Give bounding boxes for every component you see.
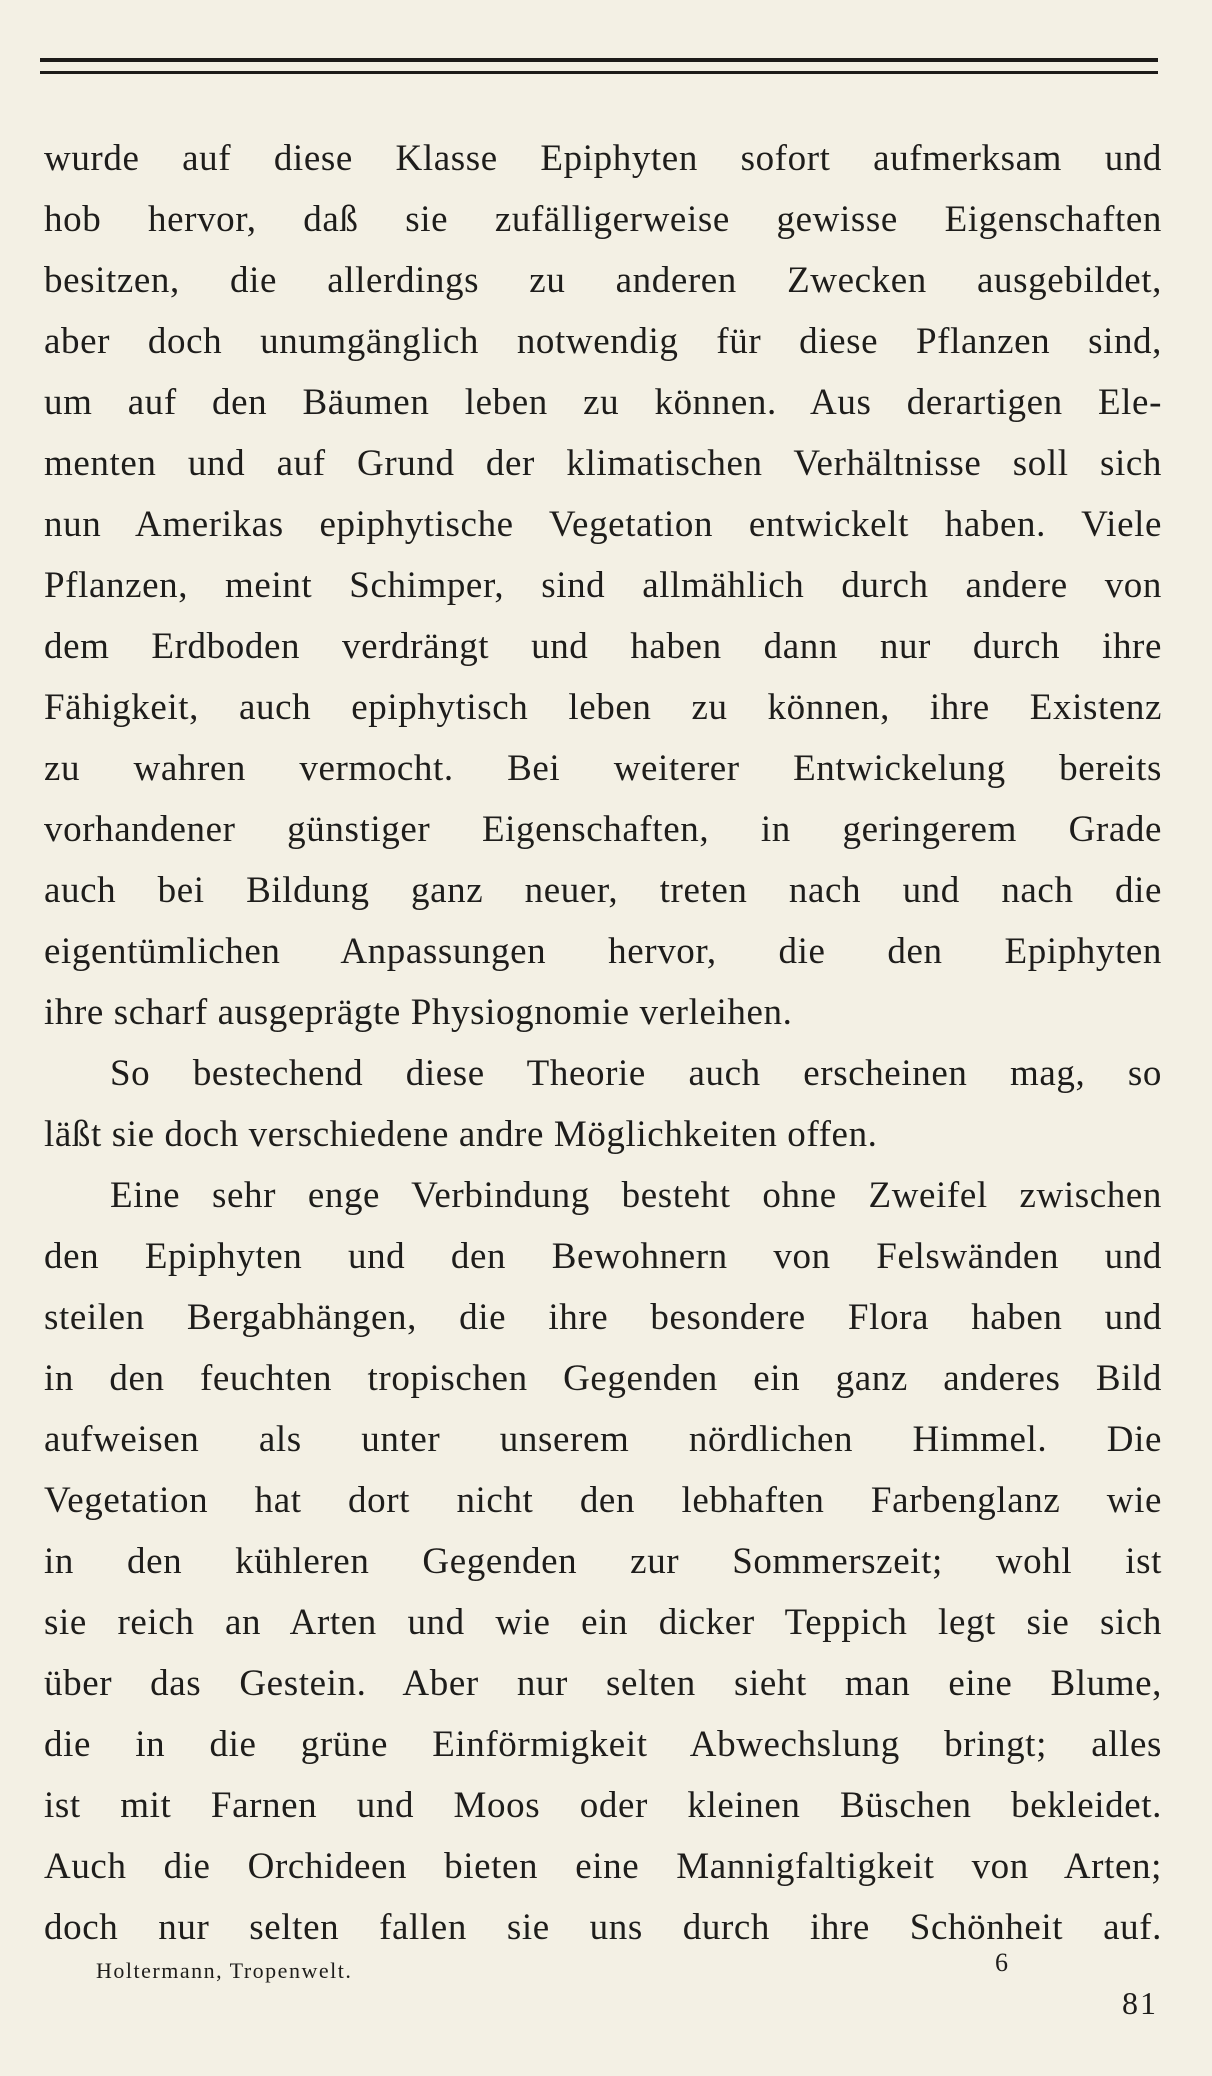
text-line-paragraph-end: läßt sie doch verschiedene andre Möglichkeiten offen.: [44, 1114, 878, 1155]
header-rule-thin: [40, 71, 1158, 74]
signature-mark: 6: [995, 1948, 1008, 1977]
text-line-paragraph-end: ihre scharf ausgeprägte Physiognomie verleihen.: [44, 992, 793, 1033]
text-line: aber doch unumgänglich notwendig für diese Pflanzen sind,: [44, 321, 1162, 362]
text-line: doch nur selten fallen sie uns durch ihre Schönheit auf.: [44, 1907, 1162, 1948]
text-line: Fähigkeit, auch epiphytisch leben zu können, ihre Existenz: [44, 687, 1162, 728]
text-line: in den feuchten tropischen Gegenden ein ganz anderes Bild: [44, 1358, 1162, 1399]
text-line: dem Erdboden verdrängt und haben dann nur durch ihre: [44, 626, 1162, 667]
text-line: auch bei Bildung ganz neuer, treten nach und nach die: [44, 870, 1162, 911]
text-line: Vegetation hat dort nicht den lebhaften Farbenglanz wie: [44, 1480, 1162, 1521]
text-line: nun Amerikas epiphytische Vegetation entwickelt haben. Viele: [44, 504, 1162, 545]
text-line: hob hervor, daß sie zufälligerweise gewisse Eigenschaften: [44, 199, 1162, 240]
text-line: besitzen, die allerdings zu anderen Zwecken ausgebildet,: [44, 260, 1162, 301]
text-line: in den kühleren Gegenden zur Sommerszeit; wohl ist: [44, 1541, 1162, 1582]
footer-author-title: Holtermann, Tropenwelt.: [96, 1958, 353, 1983]
text-line: aufweisen als unter unserem nördlichen Himmel. Die: [44, 1419, 1162, 1460]
body-text: [44, 128, 1162, 1958]
text-line: vorhandener günstiger Eigenschaften, in geringerem Grade: [44, 809, 1162, 850]
text-line: zu wahren vermocht. Bei weiterer Entwickelung bereits: [44, 748, 1162, 789]
text-line: wurde auf diese Klasse Epiphyten sofort aufmerksam und: [44, 138, 1162, 179]
text-line-paragraph-start: Eine sehr enge Verbindung besteht ohne Zweifel zwischen: [110, 1175, 1162, 1216]
text-line: den Epiphyten und den Bewohnern von Felswänden und: [44, 1236, 1162, 1277]
text-line-paragraph-start: So bestechend diese Theorie auch erscheinen mag, so: [110, 1053, 1162, 1094]
text-line: um auf den Bäumen leben zu können. Aus derartigen Ele-: [44, 382, 1162, 423]
text-line: Pflanzen, meint Schimper, sind allmählich durch andere von: [44, 565, 1162, 606]
text-line: Auch die Orchideen bieten eine Mannigfaltigkeit von Arten;: [44, 1846, 1162, 1887]
text-line: sie reich an Arten und wie ein dicker Teppich legt sie sich: [44, 1602, 1162, 1643]
header-rule-thick: [40, 58, 1158, 62]
text-line: die in die grüne Einförmigkeit Abwechslung bringt; alles: [44, 1724, 1162, 1765]
text-line: über das Gestein. Aber nur selten sieht man eine Blume,: [44, 1663, 1162, 1704]
text-line: eigentümlichen Anpassungen hervor, die den Epiphyten: [44, 931, 1162, 972]
text-line: ist mit Farnen und Moos oder kleinen Büschen bekleidet.: [44, 1785, 1162, 1826]
text-line: menten und auf Grund der klimatischen Verhältnisse soll sich: [44, 443, 1162, 484]
page-number: 81: [1122, 1985, 1158, 2021]
text-line: steilen Bergabhängen, die ihre besondere Flora haben und: [44, 1297, 1162, 1338]
